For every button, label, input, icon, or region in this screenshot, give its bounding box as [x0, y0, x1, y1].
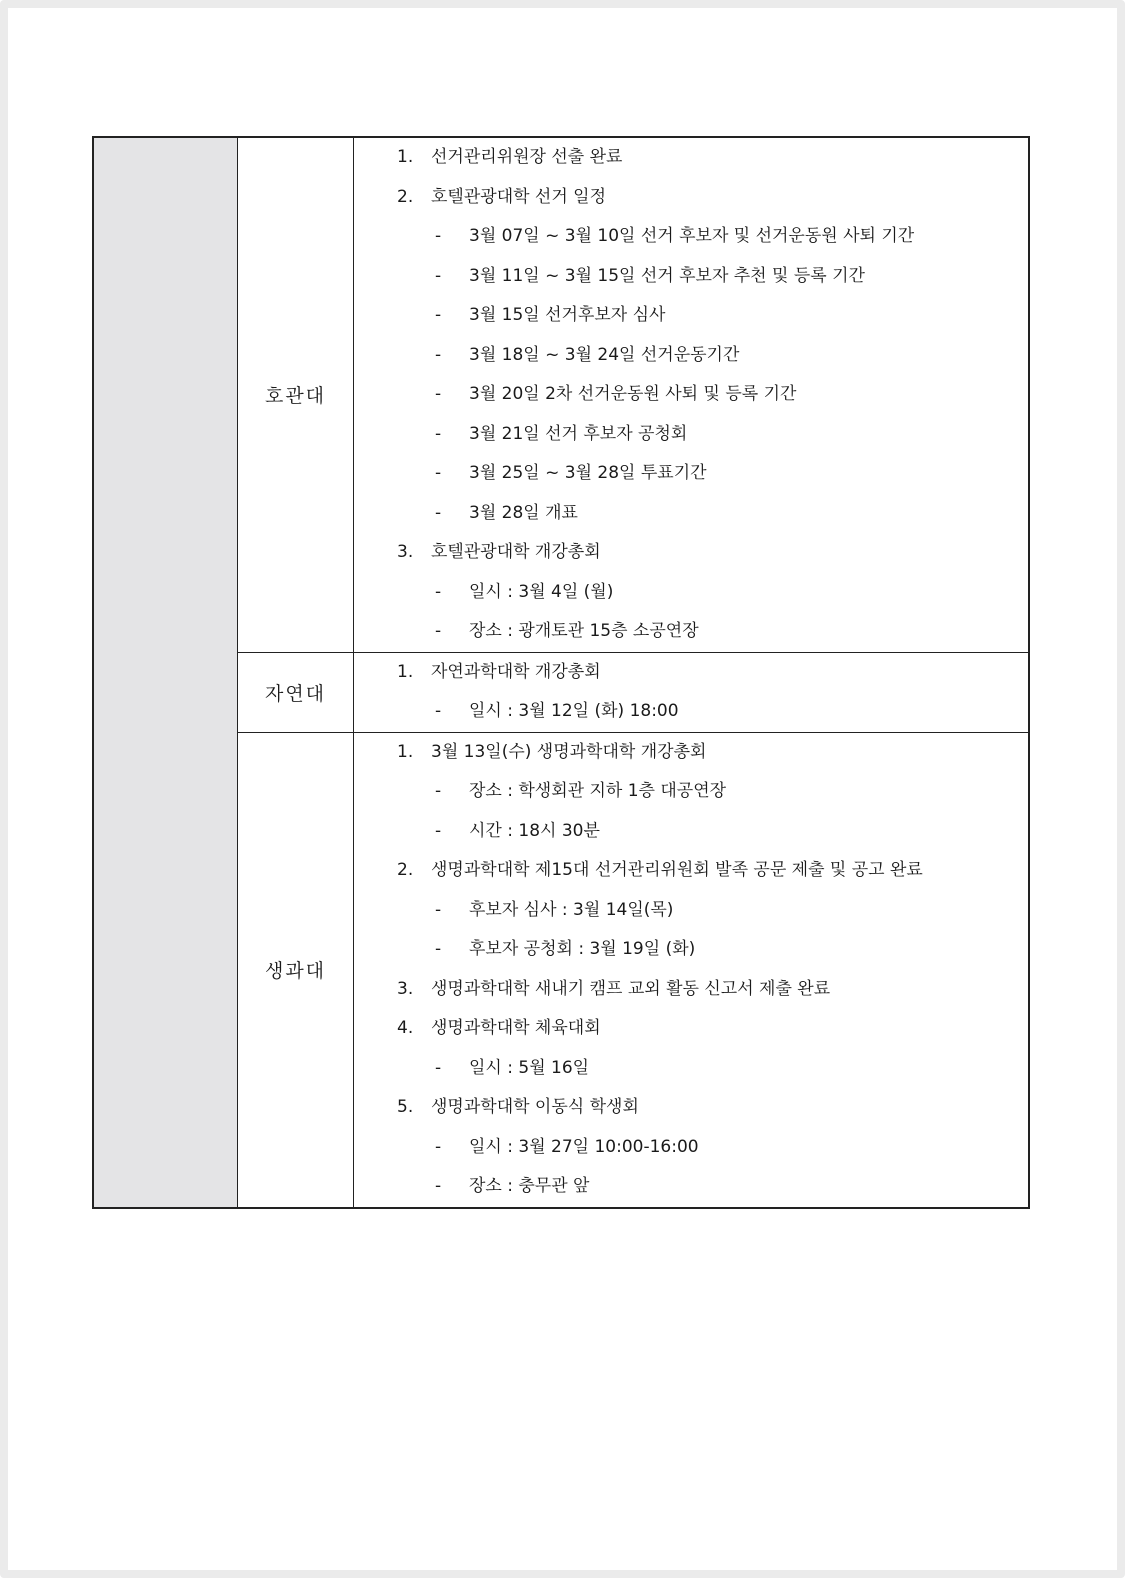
item-text: 호텔관광대학 개강총회 [431, 542, 601, 562]
numbered-item [354, 178, 1028, 218]
bullet-dash: - [435, 1136, 442, 1157]
sub-item [354, 1128, 1028, 1168]
department-label: 자연대 [238, 652, 354, 732]
item-text: 일시 : 3월 27일 10:00-16:00 [469, 1136, 699, 1157]
numbered-item [354, 970, 1028, 1010]
sub-item [354, 930, 1028, 970]
bullet-dash: - [435, 463, 442, 483]
shaded-label-column [93, 137, 238, 1208]
item-text: 3월 20일 2차 선거운동원 사퇴 및 등록 기간 [469, 384, 797, 404]
item-text: 생명과학대학 이동식 학생회 [431, 1097, 639, 1117]
bullet-dash: - [435, 305, 442, 325]
bullet-dash: - [435, 384, 442, 404]
minutes-table [92, 136, 1030, 1209]
sub-item [354, 336, 1028, 376]
item-text: 3월 13일(수) 생명과학대학 개강총회 [431, 741, 707, 762]
sub-item [354, 891, 1028, 931]
item-text: 3월 11일 ~ 3월 15일 선거 후보자 추천 및 등록 기간 [469, 265, 865, 286]
bullet-dash: - [435, 701, 442, 721]
item-text: 일시 : 3월 4일 (월) [469, 581, 614, 602]
numbered-item [354, 1088, 1028, 1128]
item-text: 일시 : 5월 16일 [469, 1057, 590, 1078]
item-number: 2. [397, 186, 414, 207]
bullet-dash: - [435, 899, 442, 920]
section-content [354, 732, 1030, 1208]
item-text: 3월 18일 ~ 3월 24일 선거운동기간 [469, 344, 740, 365]
department-label: 생과대 [238, 732, 354, 1208]
numbered-item [354, 653, 1028, 693]
bullet-dash: - [435, 226, 442, 246]
sub-item [354, 692, 1028, 732]
bullet-dash: - [435, 1057, 442, 1078]
numbered-item [354, 533, 1028, 573]
item-number: 2. [397, 860, 414, 880]
bullet-dash: - [435, 939, 442, 959]
numbered-item [354, 851, 1028, 891]
item-number: 5. [397, 1097, 414, 1117]
numbered-item [354, 733, 1028, 773]
bullet-dash: - [435, 581, 442, 602]
sub-item [354, 494, 1028, 534]
item-text: 장소 : 광개토관 15층 소공연장 [469, 621, 699, 641]
department-label: 호관대 [238, 137, 354, 652]
item-text: 3월 15일 선거후보자 심사 [469, 305, 666, 325]
bullet-dash: - [435, 265, 442, 286]
numbered-item [354, 1009, 1028, 1049]
numbered-item [354, 138, 1028, 178]
item-text: 호텔관광대학 선거 일정 [431, 186, 607, 207]
bullet-dash: - [435, 1176, 442, 1196]
item-number: 4. [397, 1018, 414, 1038]
item-number: 1. [397, 147, 414, 167]
sub-item [354, 296, 1028, 336]
item-text: 일시 : 3월 12일 (화) 18:00 [469, 701, 679, 721]
bullet-dash: - [435, 344, 442, 365]
sub-item [354, 573, 1028, 613]
item-text: 시간 : 18시 30분 [469, 820, 600, 841]
item-text: 3월 07일 ~ 3월 10일 선거 후보자 및 선거운동원 사퇴 기간 [469, 226, 915, 246]
item-text: 3월 25일 ~ 3월 28일 투표기간 [469, 463, 707, 483]
item-text: 장소 : 충무관 앞 [469, 1176, 590, 1196]
item-text: 3월 28일 개표 [469, 502, 578, 523]
item-number: 3. [397, 978, 414, 999]
sub-item [354, 217, 1028, 257]
item-text: 생명과학대학 제15대 선거관리위원회 발족 공문 제출 및 공고 완료 [431, 860, 923, 880]
sub-item [354, 257, 1028, 297]
sub-item [354, 1167, 1028, 1207]
section-content [354, 137, 1030, 652]
sub-item [354, 415, 1028, 455]
item-text: 생명과학대학 새내기 캠프 교외 활동 신고서 제출 완료 [431, 978, 831, 999]
sub-item [354, 375, 1028, 415]
section-content [354, 652, 1030, 732]
sub-item [354, 812, 1028, 852]
item-text: 생명과학대학 체육대회 [431, 1018, 601, 1038]
item-text: 선거관리위원장 선출 완료 [431, 147, 623, 167]
item-text: 장소 : 학생회관 지하 1층 대공연장 [469, 781, 727, 801]
bullet-dash: - [435, 820, 442, 841]
bullet-dash: - [435, 781, 442, 801]
item-number: 1. [397, 741, 414, 762]
section-row [93, 137, 1029, 652]
item-text: 3월 21일 선거 후보자 공청회 [469, 423, 688, 444]
item-text: 후보자 공청회 : 3월 19일 (화) [469, 939, 696, 959]
sub-item [354, 454, 1028, 494]
bullet-dash: - [435, 502, 442, 523]
bullet-dash: - [435, 423, 442, 444]
item-text: 자연과학대학 개강총회 [431, 661, 601, 682]
item-number: 3. [397, 542, 414, 562]
item-number: 1. [397, 661, 414, 682]
item-text: 후보자 심사 : 3월 14일(목) [469, 899, 674, 920]
bullet-dash: - [435, 621, 442, 641]
sub-item [354, 772, 1028, 812]
sub-item [354, 612, 1028, 652]
sub-item [354, 1049, 1028, 1089]
